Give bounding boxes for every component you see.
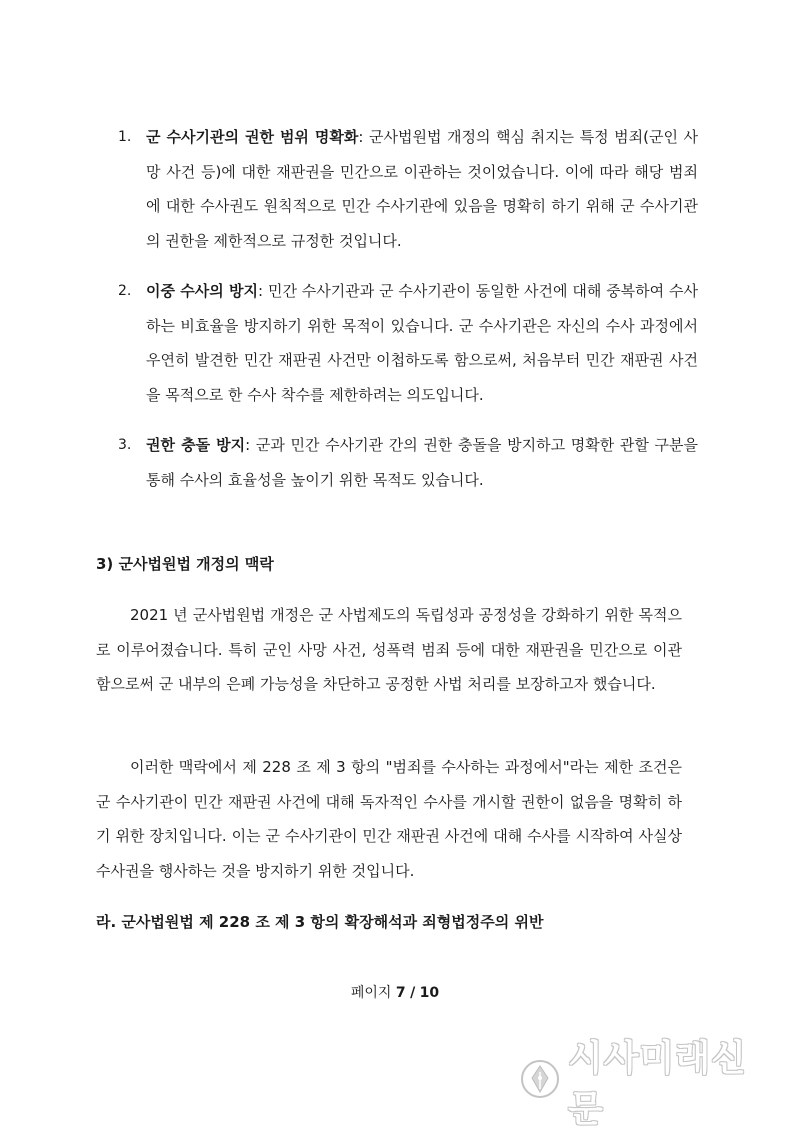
list-item-body: : 군과 민간 수사기관 간의 권한 충돌을 방지하고 명확한 관할 구분을 통해 수사의 효율성을 높이기 위한 목적도 있습니다. <box>146 436 699 489</box>
list-number: 2. <box>118 283 132 299</box>
watermark-text: 시사미래신문 <box>568 1038 747 1130</box>
list-item-2 <box>118 274 698 412</box>
list-item-body: : 군사법원법 개정의 핵심 취지는 특정 범죄(군인 사망 사건 등)에 대한 재판권을 민간으로 이관하는 것이었습니다. 이에 따라 해당 범죄에 대한 수사권도 원칙적으로 민간 수사기관에 있음을 명확히 하기 위해 군 수사기관의 권한을 제한적으로 규정한 것입니다. <box>146 128 698 250</box>
pen-nib-icon <box>520 1059 560 1103</box>
list-item-3 <box>118 428 698 497</box>
list-item-title: 군 수사기관의 권한 범위 명확화 <box>146 128 359 146</box>
numbered-list <box>118 120 698 513</box>
page-separator: / <box>410 985 416 1001</box>
section-heading: 3) 군사법원법 개정의 맥락 <box>96 555 274 573</box>
list-item-title: 권한 충돌 방지 <box>146 436 246 454</box>
list-number: 3. <box>118 437 132 453</box>
paragraph-1: 2021 년 군사법원법 개정은 군 사법제도의 독립성과 공정성을 강화하기 위한 목적으로 이루어졌습니다. 특히 군인 사망 사건, 성폭력 범죄 등에 대한 재판권을 민간으로 이관함으로써 군 내부의 은폐 가능성을 차단하고 공정한 사법 처리를 보장하고자 했습니다. <box>96 606 682 693</box>
next-section-heading: 라. 군사법원법 제 228 조 제 3 항의 확장해석과 죄형법정주의 위반 <box>96 913 544 931</box>
list-item-1 <box>118 120 698 258</box>
page-total: 10 <box>419 985 440 1001</box>
page-label: 페이지 <box>350 985 392 1001</box>
watermark <box>520 1038 782 1130</box>
page-footer <box>0 982 790 1002</box>
list-item-title: 이중 수사의 방지 <box>146 282 259 300</box>
list-item-body: : 민간 수사기관과 군 수사기관이 동일한 사건에 대해 중복하여 수사하는 비효율을 방지하기 위한 목적이 있습니다. 군 수사기관은 자신의 수사 과정에서 우연히 발견한 민간 재판권 사건만 이첩하도록 함으로써, 처음부터 민간 재판권 사건을 목적으로 한 수사 착수를 제한하려는 의도입니다. <box>146 282 698 404</box>
page-current: 7 <box>395 985 406 1001</box>
list-number: 1. <box>118 129 132 145</box>
paragraph-2: 이러한 맥락에서 제 228 조 제 3 항의 "범죄를 수사하는 과정에서"라는 제한 조건은 군 수사기관이 민간 재판권 사건에 대해 독자적인 수사를 개시할 권한이 없음을 명확히 하기 위한 장치입니다. 이는 군 수사기관이 민간 재판권 사건에 대해 수사를 시작하여 사실상 수사권을 행사하는 것을 방지하기 위한 것입니다. <box>96 758 682 880</box>
